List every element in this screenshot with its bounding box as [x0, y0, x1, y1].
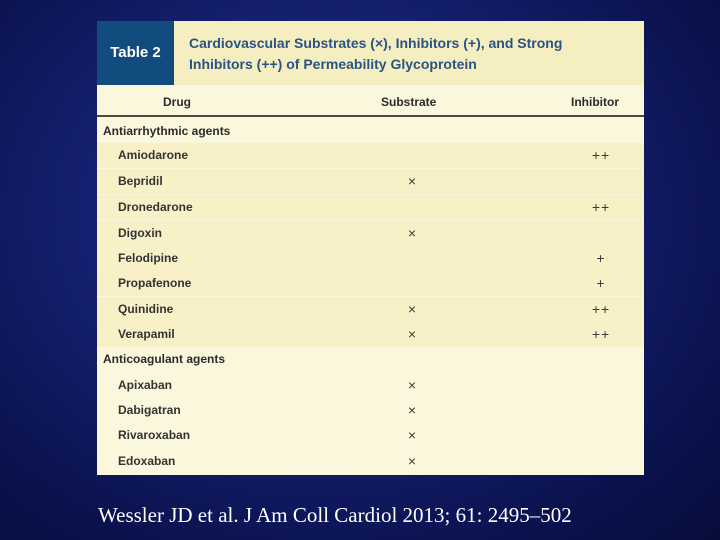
substrate-mark: ×	[407, 427, 417, 443]
table-row	[97, 423, 644, 448]
drug-name: Dronedarone	[118, 200, 193, 214]
drug-table	[97, 21, 644, 475]
substrate-mark: ×	[407, 402, 417, 418]
table-row	[97, 449, 644, 474]
table-row	[97, 271, 644, 296]
column-header-drug: Drug	[163, 95, 191, 109]
drug-name: Amiodarone	[118, 148, 189, 162]
section-label: Antiarrhythmic agents	[103, 124, 231, 138]
section-label: Anticoagulant agents	[103, 352, 226, 366]
drug-name: Quinidine	[118, 302, 174, 316]
substrate-mark: ×	[407, 453, 417, 469]
drug-name: Rivaroxaban	[118, 428, 191, 442]
inhibitor-mark: ++	[591, 301, 611, 317]
table-title: Cardiovascular Substrates (×), Inhibitors (+), and Strong Inhibitors (++) of Permeability Glycoprotein	[189, 35, 563, 72]
table-row	[97, 373, 644, 398]
drug-name: Bepridil	[118, 174, 163, 188]
column-header-substrate: Substrate	[381, 95, 437, 109]
substrate-mark: ×	[407, 377, 417, 393]
drug-name: Dabigatran	[118, 403, 181, 417]
table-row	[97, 221, 644, 246]
drug-name: Edoxaban	[118, 454, 176, 468]
inhibitor-mark: +	[596, 250, 606, 266]
drug-name: Apixaban	[118, 378, 173, 392]
inhibitor-mark: +	[596, 275, 606, 291]
substrate-mark: ×	[407, 326, 417, 342]
column-header-inhibitor: Inhibitor	[571, 95, 619, 109]
table-row	[97, 246, 644, 271]
substrate-mark: ×	[407, 225, 417, 241]
table-row	[97, 143, 644, 168]
drug-name: Digoxin	[118, 226, 162, 240]
drug-name: Propafenone	[118, 276, 192, 290]
inhibitor-mark: ++	[591, 147, 611, 163]
table-row	[97, 169, 644, 194]
column-headers	[97, 85, 644, 117]
drug-name: Verapamil	[118, 327, 175, 341]
drug-name: Felodipine	[118, 251, 178, 265]
table-row	[97, 322, 644, 347]
table-row	[97, 297, 644, 322]
table-header	[97, 21, 644, 85]
section-header-anticoagulant	[97, 347, 644, 371]
substrate-mark: ×	[407, 173, 417, 189]
table-row	[97, 195, 644, 220]
table-row	[97, 398, 644, 423]
inhibitor-mark: ++	[591, 326, 611, 342]
table-label: Table 2	[97, 21, 174, 85]
substrate-mark: ×	[407, 301, 417, 317]
citation: Wessler JD et al. J Am Coll Cardiol 2013; 61: 2495–502	[98, 503, 572, 527]
section-header-antiarrhythmic	[97, 119, 644, 143]
inhibitor-mark: ++	[591, 199, 611, 215]
